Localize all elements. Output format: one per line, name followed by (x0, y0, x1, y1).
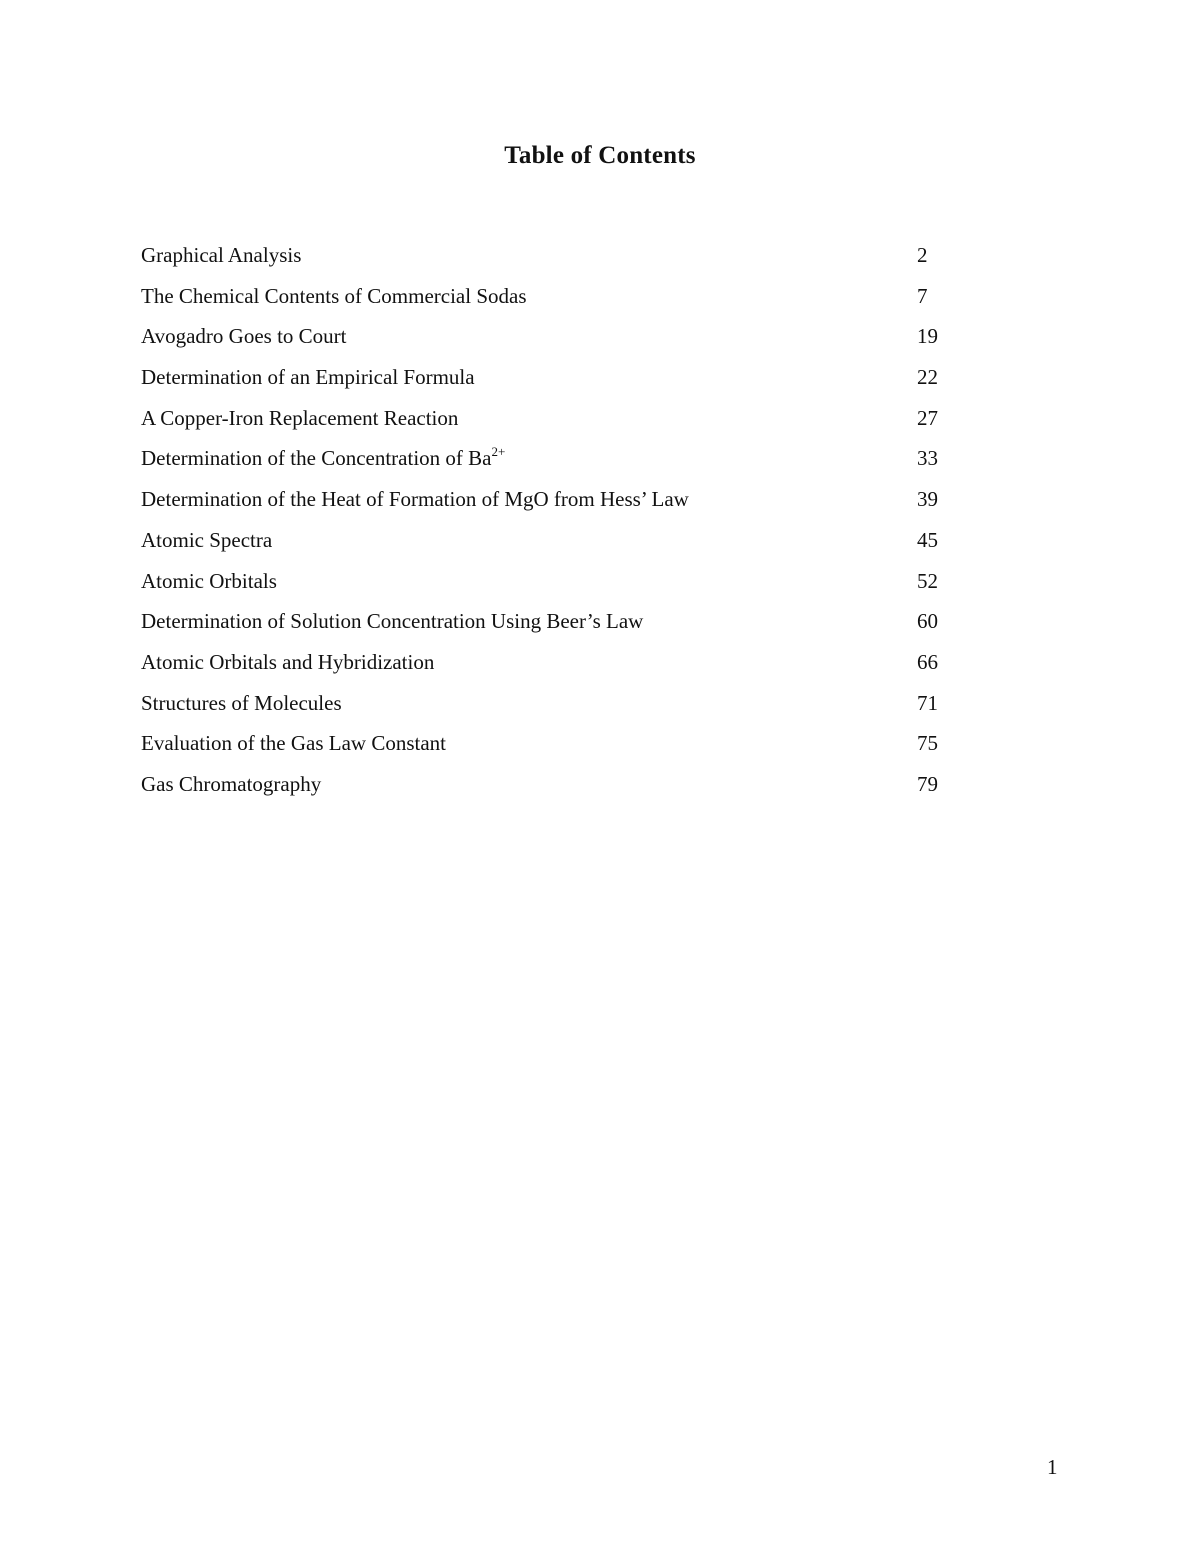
page-title: Table of Contents (504, 142, 696, 169)
toc-entry-label: The Chemical Contents of Commercial Sodas (141, 283, 527, 308)
toc-entry (141, 401, 961, 442)
toc-entry-page: 27 (917, 405, 938, 430)
toc-entry-label: Avogadro Goes to Court (141, 324, 347, 349)
toc-entry (141, 604, 961, 645)
toc-entry-page: 19 (917, 324, 938, 349)
toc-entry-label: Graphical Analysis (141, 243, 302, 267)
toc-entry-label: Determination of the Heat of Formation of MgO from Hess’ Law (141, 487, 689, 512)
toc-entry-label: Atomic Spectra (141, 527, 273, 552)
toc-entry (141, 238, 961, 279)
toc-entry (141, 645, 961, 686)
toc-entry (141, 482, 961, 523)
toc-entry-label-with-superscript (141, 441, 505, 475)
toc-entry (141, 686, 961, 727)
toc-entry-page: 39 (917, 487, 938, 512)
toc-entry-label: A Copper-Iron Replacement Reaction (141, 405, 459, 430)
toc-entry-label-text: Determination of the Concentration of Ba (141, 446, 492, 471)
toc-entry-page: 60 (917, 609, 938, 634)
toc-entry (141, 279, 961, 320)
toc-entry (141, 564, 961, 605)
toc-entry (141, 319, 961, 360)
toc-entry-page: 7 (917, 283, 928, 308)
toc-entry-page: 66 (917, 649, 938, 674)
toc-entry (141, 767, 961, 808)
toc-entry (141, 441, 961, 482)
toc-entry (141, 523, 961, 564)
toc-entry-label: Atomic Orbitals and Hybridization (141, 649, 435, 674)
toc-entry-page: 71 (917, 690, 938, 715)
page-number: 1 (1047, 1455, 1058, 1479)
toc-entry (141, 726, 961, 767)
toc-entry-page: 33 (917, 446, 938, 471)
toc-entry-page: 75 (917, 731, 938, 756)
toc-entry-label: Evaluation of the Gas Law Constant (141, 731, 447, 756)
toc-entry-page: 79 (917, 771, 938, 796)
toc-entry-label: Determination of Solution Concentration Using Beer’s Law (141, 609, 644, 634)
superscript-charge: 2+ (491, 444, 506, 460)
toc-entry (141, 360, 961, 401)
toc-list (141, 238, 961, 808)
toc-entry-page: 45 (917, 527, 938, 552)
toc-entry-label: Structures of Molecules (141, 690, 342, 715)
toc-entry-page: 52 (917, 568, 938, 593)
toc-entry-label: Gas Chromatography (141, 771, 322, 796)
toc-entry-page: 2 (917, 243, 928, 267)
toc-entry-page: 22 (917, 365, 938, 390)
toc-entry-label: Determination of an Empirical Formula (141, 365, 475, 390)
toc-entry-label: Atomic Orbitals (141, 568, 277, 593)
